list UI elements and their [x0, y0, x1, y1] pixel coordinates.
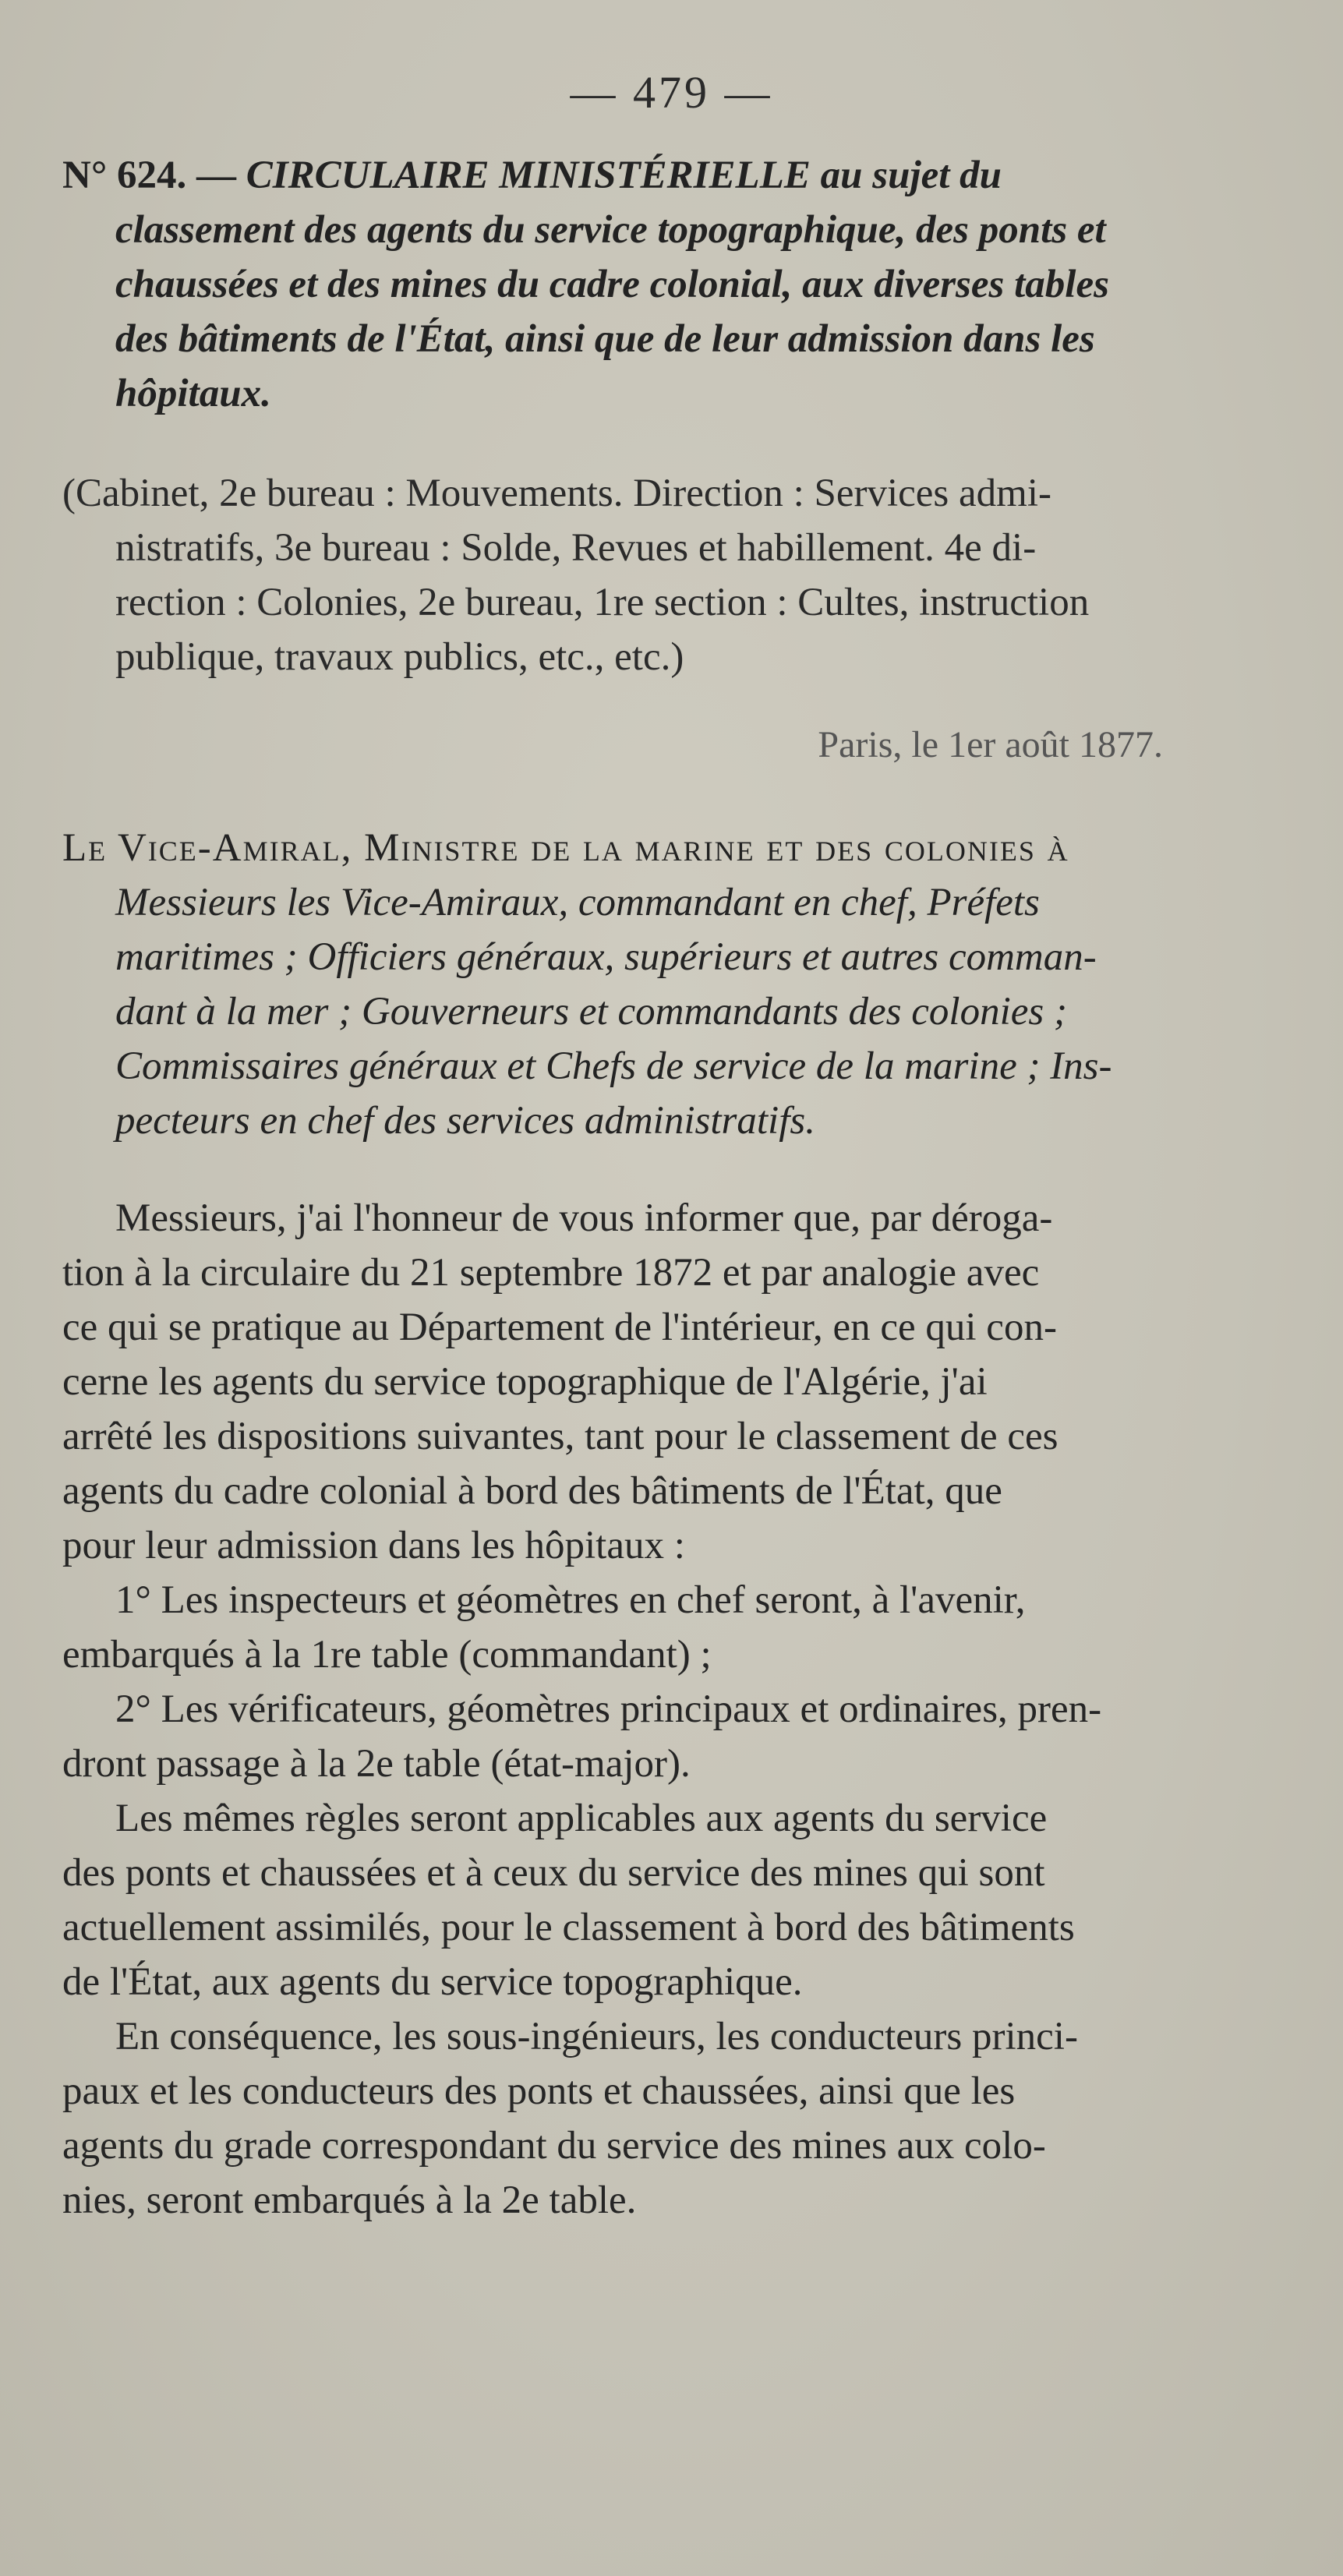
services-line: nistratifs, 3e bureau : Solde, Revues et habillement. 4e di-: [115, 526, 1037, 570]
body-line: En conséquence, les sous-ingénieurs, les conducteurs princi-: [115, 2015, 1078, 2058]
sender-line: Le Vice-Amiral, Ministre de la marine et des colonies à: [62, 826, 1069, 870]
body-line: ce qui se pratique au Département de l'intérieur, en ce qui con-: [62, 1306, 1057, 1349]
circular-heading: [62, 148, 1286, 421]
body-line: arrêté les dispositions suivantes, tant pour le classement de ces: [62, 1415, 1058, 1458]
page-number: — 479 —: [570, 67, 773, 118]
body-text: [62, 1191, 1286, 2228]
body-line: pour leur admission dans les hôpitaux :: [62, 1524, 685, 1567]
services-line: publique, travaux publics, etc., etc.): [115, 635, 684, 679]
heading-line: hôpitaux.: [115, 372, 271, 415]
services-line: (Cabinet, 2e bureau : Mouvements. Direction : Services admi-: [62, 472, 1051, 515]
recipient-line: pecteurs en chef des services administratifs.: [115, 1099, 815, 1143]
body-line: 2° Les vérificateurs, géomètres principaux et ordinaires, pren-: [115, 1687, 1102, 1731]
heading-title: CIRCULAIRE MINISTÉRIELLE au sujet du: [246, 154, 1002, 197]
heading-line: [62, 148, 1286, 203]
date-line: Paris, le 1er août 1877.: [818, 724, 1163, 765]
circular-number: N° 624. —: [62, 154, 236, 197]
recipient-line: Messieurs les Vice-Amiraux, commandant en chef, Préfets: [115, 881, 1040, 924]
body-line: agents du cadre colonial à bord des bâtiments de l'État, que: [62, 1469, 1002, 1513]
body-line: des ponts et chaussées et à ceux du service des mines qui sont: [62, 1851, 1045, 1895]
recipient-line: dant à la mer ; Gouverneurs et commandants des colonies ;: [115, 990, 1067, 1034]
body-line: actuellement assimilés, pour le classement à bord des bâtiments: [62, 1906, 1075, 1949]
body-line: cerne les agents du service topographique de l'Algérie, j'ai: [62, 1360, 988, 1404]
body-line: de l'État, aux agents du service topographique.: [62, 1960, 803, 2004]
body-line: Messieurs, j'ai l'honneur de vous informer que, par déroga-: [115, 1196, 1053, 1240]
services-reference: [62, 466, 1286, 684]
recipient-line: Commissaires généraux et Chefs de service de la marine ; Ins-: [115, 1044, 1112, 1088]
heading-line: des bâtiments de l'État, ainsi que de leur admission dans les: [115, 317, 1095, 361]
body-line: dront passage à la 2e table (état-major).: [62, 1742, 691, 1786]
address-block: [62, 821, 1286, 1148]
recipient-line: maritimes ; Officiers généraux, supérieurs et autres comman-: [115, 935, 1097, 979]
body-line: paux et les conducteurs des ponts et chaussées, ainsi que les: [62, 2069, 1016, 2113]
body-line: agents du grade correspondant du service des mines aux colo-: [62, 2124, 1046, 2168]
body-line: Les mêmes règles seront applicables aux agents du service: [115, 1797, 1048, 1840]
heading-line: chaussées et des mines du cadre colonial, aux diverses tables: [115, 263, 1109, 306]
body-line: 1° Les inspecteurs et géomètres en chef seront, à l'avenir,: [115, 1578, 1026, 1622]
body-line: tion à la circulaire du 21 septembre 1872 et par analogie avec: [62, 1251, 1040, 1295]
heading-line: classement des agents du service topographique, des ponts et: [115, 208, 1106, 252]
services-line: rection : Colonies, 2e bureau, 1re section : Cultes, instruction: [115, 581, 1090, 624]
body-line: nies, seront embarqués à la 2e table.: [62, 2178, 637, 2222]
body-line: embarqués à la 1re table (commandant) ;: [62, 1633, 712, 1677]
